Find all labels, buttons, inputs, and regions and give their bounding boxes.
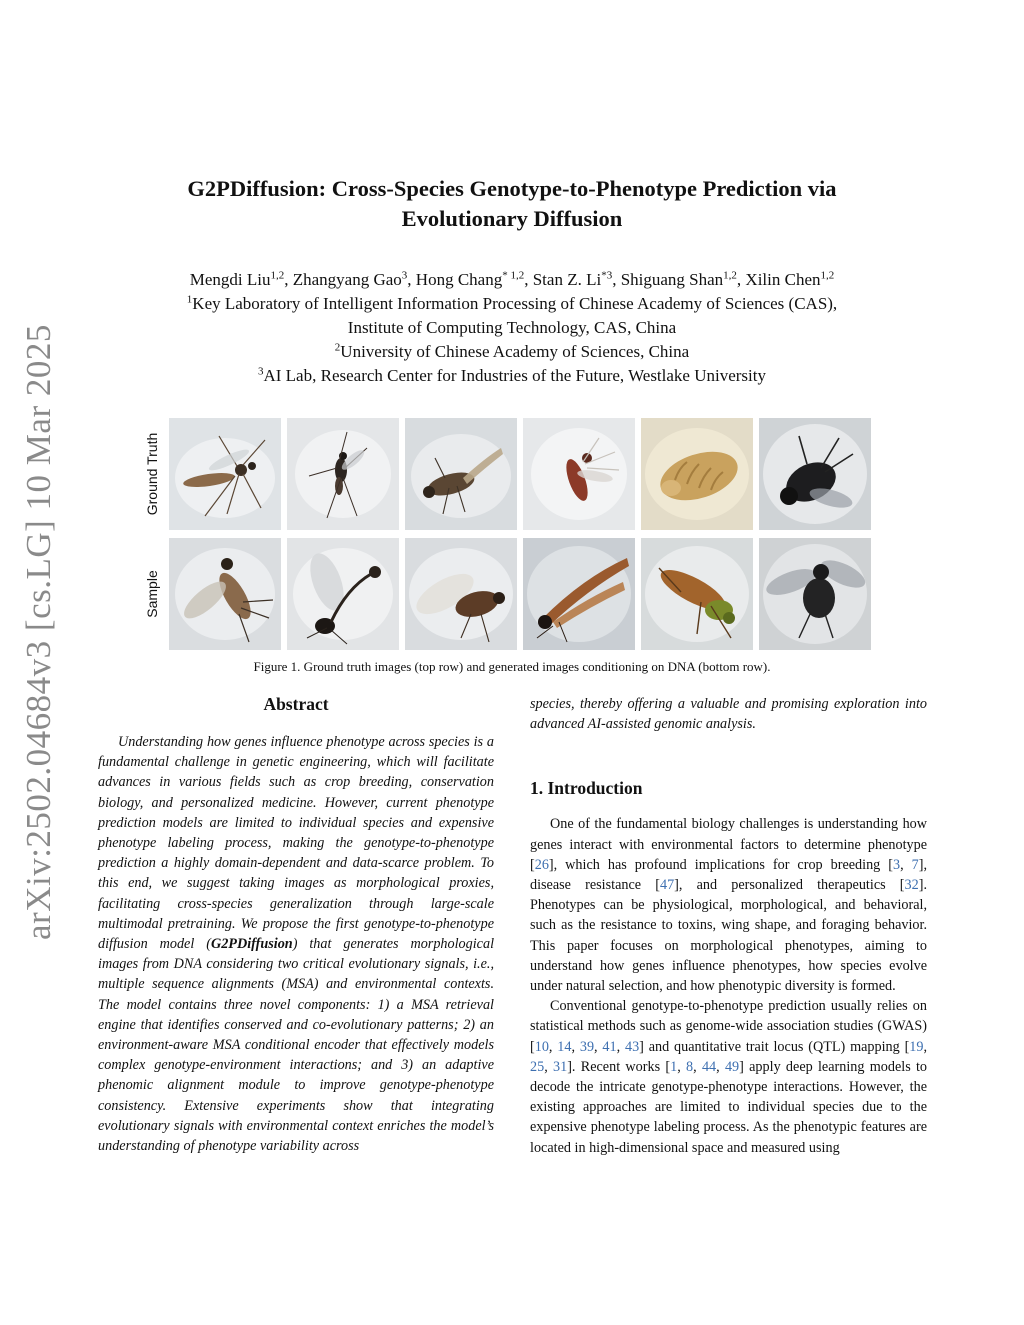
citation-link[interactable]: 41 [602,1038,617,1055]
author-superscript: 3 [401,269,408,282]
affiliation-text: University of Chinese Academy of Sciences, China [340,342,690,361]
row-label-sample: Sample [144,570,160,618]
text-run: , [594,1038,603,1055]
insect-photo-icon [523,538,635,650]
author-name: , Xilin Chen [736,270,821,289]
text-run: , [716,1058,725,1075]
author-block [80,268,944,388]
affiliation-text: Key Laboratory of Intelligent Information Processing of Chinese Academy of Sciences (CAS), [192,294,838,313]
text-run: ], which has profound implications for crop breeding [ [548,856,893,873]
abstract-part: ) that generates morphological images from DNA considering two critical evolutionary signals, i.e., multiple sequence alignments (MSA) and environmental contexts. The model contains three novel components: 1) a MSA retrieval engine that identifies conserved and co-evolutionary patterns; 2) an environment-aware MSA conditional encoder that effectively models complex genotype-environment interactions; and 3) an adaptive phenomic alignment module to improve genotype-phenotype consistency. Extensive experiments show that integrating evolutionary signals with environmental context enriches the model’s understanding of phenotype variability across [98,936,495,1155]
author-superscript: 1,2 [820,269,835,282]
author-superscript: * 1,2 [502,269,525,282]
model-name-bold: G2PDiffusion [210,936,293,953]
text-run: , [571,1038,580,1055]
citation-link[interactable]: 8 [686,1058,694,1075]
abstract-heading: Abstract [263,694,329,714]
ground-truth-image-1 [169,418,281,530]
citation-link[interactable]: 26 [534,856,549,873]
abstract-part: Understanding how genes influence phenotype across species is a fundamental challenge in genetic engineering, which will facilitate advances in various fields such as crop breeding, conservation biology, and personalized medicine. However, current phenotype prediction models are limited to individual species and expensive phenotype labeling process, making the genotype-to-phenotype prediction a highly domain-dependent and data-scarce problem. To this end, we suggest taking images as morphological proxies, facilitating cross-species generalization through large-scale multimodal pretraining. We propose the first genotype-to-phenotype diffusion model ( [98,734,494,953]
citation-link[interactable]: 39 [579,1038,595,1055]
insect-photo-icon [287,538,399,650]
paper-title [100,174,924,234]
insect-photo-icon [169,538,281,650]
sample-image-6 [759,538,871,650]
author-name: , Hong Chang [407,270,503,289]
ground-truth-image-4 [523,418,635,530]
citation-link[interactable]: 47 [659,877,675,894]
text-run: ] apply deep learning models to decode the intricate genotype-phenotype interactions. However, the existing approaches are limited to individual species due to the expensive phenotype labeling process. As the phenotypic features are located in high-dimensional space and measured using [530,1058,928,1156]
insect-photo-icon [523,418,635,530]
text-run: Conventional genotype-to-phenotype prediction usually relies on statistical methods such as genome-wide association studies (GWAS) [ [530,998,927,1055]
citation-link[interactable]: 3 [893,856,901,873]
title-line-2: Evolutionary Diffusion [401,206,623,231]
insect-photo-icon [641,418,753,530]
citation-link[interactable]: 32 [904,877,919,894]
figure-1-caption: Figure 1. Ground truth images (top row) and generated images conditioning on DNA (bottom row). [253,659,771,674]
introduction-paragraph-2 [530,996,927,1158]
affiliation-superscript: 3 [257,365,264,378]
author-name: , Zhangyang Gao [284,270,402,289]
affiliation-text: AI Lab, Research Center for Industries of the Future, Westlake University [263,366,766,385]
insect-photo-icon [169,418,281,530]
ground-truth-image-2 [287,418,399,530]
text-run: One of the fundamental biology challenges is understanding how genes interact with environmental factors to determine phenotype [ [530,816,927,873]
text-run: ], and personalized therapeutics [ [674,877,905,894]
abstract-text [98,732,494,1156]
insect-photo-icon [759,538,871,650]
citation-link[interactable]: 49 [724,1058,740,1075]
text-run: , [923,1038,928,1055]
citation-link[interactable]: 25 [530,1058,545,1075]
citation-link[interactable]: 14 [557,1038,572,1055]
text-run: , [616,1038,625,1055]
citation-link[interactable]: 31 [553,1058,568,1075]
sample-image-3 [405,538,517,650]
citation-link[interactable]: 1 [670,1058,678,1075]
author-superscript: 1,2 [723,269,737,282]
text-run: ]. Recent works [ [567,1058,671,1075]
ground-truth-image-6 [759,418,871,530]
sample-image-4 [523,538,635,650]
affiliation-superscript: 2 [334,341,341,354]
author-name: , Shiguang Shan [612,270,724,289]
affiliation-3 [80,364,944,388]
author-superscript: 1,2 [270,269,285,282]
text-run: ]. Phenotypes can be physiological, morphological, and behavioral, such as the resistance to toxins, wing shape, and foraging behavior. This paper focuses on morphological phenotypes, aiming to understand how genes influence phenotypes, how species evolve under natural selection, and how phenotypic diversity is formed. [530,877,927,995]
ground-truth-image-5 [641,418,753,530]
author-list [80,268,944,292]
left-column [98,692,494,1156]
sample-image-5 [641,538,753,650]
text-run: , [677,1058,687,1075]
author-name: Mengdi Liu [189,270,271,289]
author-name: , Stan Z. Li [524,270,602,289]
insect-photo-icon [287,418,399,530]
text-run: , [900,856,912,873]
right-column [530,694,927,1158]
sample-image-2 [287,538,399,650]
text-run: ], disease resistance [ [530,856,928,894]
text-run: , [693,1058,702,1075]
row-label-ground-truth: Ground Truth [144,432,160,516]
title-line-1: G2PDiffusion: Cross-Species Genotype-to-Phenotype Prediction via [187,176,837,201]
text-run: , [548,1038,558,1055]
citation-link[interactable]: 43 [624,1038,640,1055]
text-run: , [544,1058,554,1075]
introduction-paragraph-1 [530,814,927,996]
insect-photo-icon [641,538,753,650]
affiliation-1-line-2: Institute of Computing Technology, CAS, China [347,318,677,337]
text-run: ] and quantitative trait locus (QTL) mapping [ [639,1038,910,1055]
citation-link[interactable]: 10 [534,1038,549,1055]
arxiv-identifier-stamp: arXiv:2502.04684v3 [cs.LG] 10 Mar 2025 [19,324,58,940]
affiliation-2 [80,340,944,364]
insect-photo-icon [759,418,871,530]
citation-link[interactable]: 7 [911,856,919,873]
figure-1 [140,418,880,654]
citation-link[interactable]: 19 [909,1038,924,1055]
abstract-continuation: species, thereby offering a valuable and promising exploration into advanced AI-assisted genomic analysis. [530,696,927,733]
citation-link[interactable]: 44 [701,1058,717,1075]
insect-photo-icon [405,418,517,530]
ground-truth-image-3 [405,418,517,530]
insect-photo-icon [405,538,517,650]
affiliation-1 [80,292,944,316]
sample-image-1 [169,538,281,650]
affiliation-superscript: 1 [186,293,193,306]
introduction-heading: 1. Introduction [530,778,643,799]
author-superscript: *3 [601,269,613,282]
